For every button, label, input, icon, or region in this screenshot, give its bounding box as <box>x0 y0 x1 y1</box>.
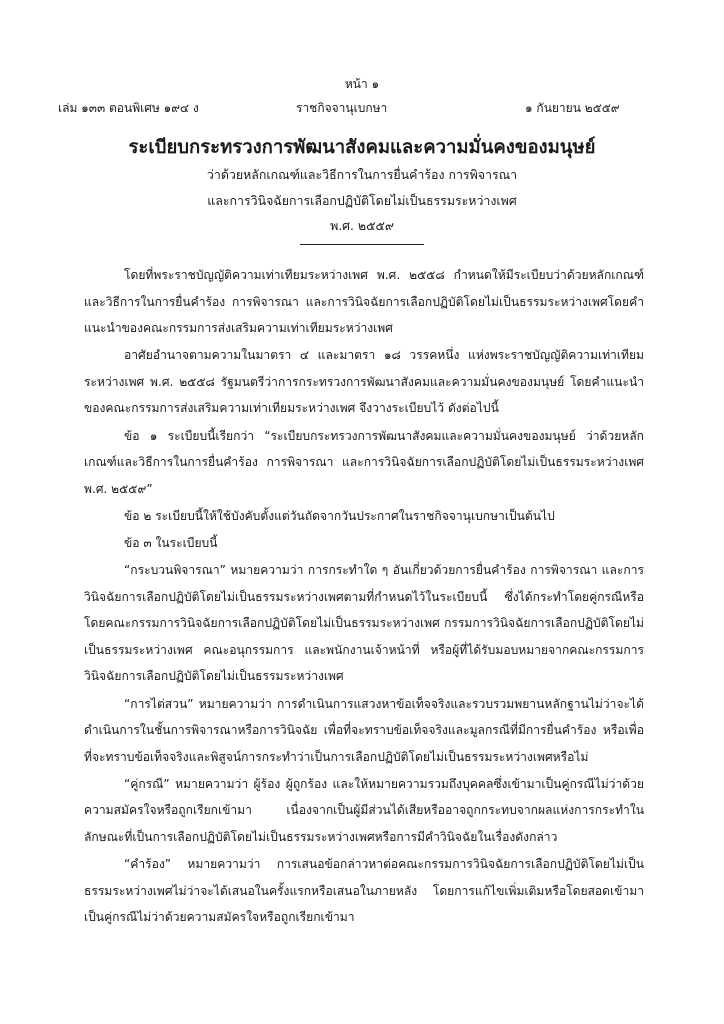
preamble-paragraph: โดยที่พระราชบัญญัติความเท่าเทียมระหว่างเพศ พ.ศ. ๒๕๕๘ กำหนดให้มีระเบียบว่าด้วยหลักเกณฑ์และวิธีการในการยื่นคำร้อง การพิจารณา และการวินิจฉัยการเลือกปฏิบัติโดยไม่เป็นธรรมระหว่างเพศโดยคำแนะนำของคณะกรรมการส่งเสริมความเท่าเทียมระหว่างเพศ <box>84 268 644 336</box>
clause-3: ข้อ ๓ ในระเบียบนี้ <box>124 535 218 550</box>
document-body <box>84 262 644 931</box>
definition-inquiry: “การไต่สวน” หมายความว่า การดำเนินการแสวงหาข้อเท็จจริงและรวบรวมพยานหลักฐานไม่ว่าจะได้ดำเนินการในชั้นการพิจารณาหรือการวินิจฉัย เพื่อที่จะทราบข้อเท็จจริงและมูลกรณีที่มีการยื่นคำร้อง หรือเพื่อที่จะทราบข้อเท็จจริงและพิสูจน์การกระทำว่าเป็นการเลือกปฏิบัติโดยไม่เป็นธรรมระหว่างเพศหรือไม่ <box>84 696 644 764</box>
clause-2: ข้อ ๒ ระเบียบนี้ให้ใช้บังคับตั้งแต่วันถัดจากวันประกาศในราชกิจจานุเบกษาเป็นต้นไป <box>124 508 555 523</box>
document-title: ระเบียบกระทรวงการพัฒนาสังคมและความมั่นคงของมนุษย์ <box>128 137 596 158</box>
definition-proceedings: “กระบวนพิจารณา” หมายความว่า การกระทำใด ๆ อันเกี่ยวด้วยการยื่นคำร้อง การพิจารณา และการวินิจฉัยการเลือกปฏิบัติโดยไม่เป็นธรรมระหว่างเพศตามที่กำหนดไว้ในระเบียบนี้ ซึ่งได้กระทำโดยคู่กรณีหรือโดยคณะกรรมการวินิจฉัยการเลือกปฏิบัติโดยไม่เป็นธรรมระหว่างเพศ กรรมการวินิจฉัยการเลือกปฏิบัติโดยไม่เป็นธรรมระหว่างเพศ คณะอนุกรรมการ และพนักงานเจ้าหน้าที่ หรือผู้ที่ได้รับมอบหมายจากคณะกรรมการวินิจฉัยการเลือกปฏิบัติโดยไม่เป็นธรรมระหว่างเพศ <box>84 563 644 684</box>
authority-paragraph: อาศัยอำนาจตามความในมาตรา ๔ และมาตรา ๑๘ วรรคหนึ่ง แห่งพระราชบัญญัติความเท่าเทียมระหว่างเพศ พ.ศ. ๒๕๕๘ รัฐมนตรีว่าการกระทรวงการพัฒนาสังคมและความมั่นคงของมนุษย์ โดยคำแนะนำของคณะกรรมการส่งเสริมความเท่าเทียมระหว่างเพศ จึงวางระเบียบไว้ ดังต่อไปนี้ <box>84 348 644 416</box>
title-divider <box>300 244 424 245</box>
header-date: ๑ กันยายน ๒๕๕๙ <box>525 101 620 115</box>
document-year: พ.ศ. ๒๕๕๙ <box>330 218 394 233</box>
clause-1: ข้อ ๑ ระเบียบนี้เรียกว่า “ระเบียบกระทรวงการพัฒนาสังคมและความมั่นคงของมนุษย์ ว่าด้วยหลักเกณฑ์และวิธีการในการยื่นคำร้อง การพิจารณา และการวินิจฉัยการเลือกปฏิบัติโดยไม่เป็นธรรมระหว่างเพศ พ.ศ. ๒๕๕๙” <box>84 428 644 496</box>
definition-parties: “คู่กรณี” หมายความว่า ผู้ร้อง ผู้ถูกร้อง และให้หมายความรวมถึงบุคคลซึ่งเข้ามาเป็นคู่กรณีไม่ว่าด้วยความสมัครใจหรือถูกเรียกเข้ามา เนื่องจากเป็นผู้มีส่วนได้เสียหรืออาจถูกกระทบจากผลแห่งการกระทำในลักษณะที่เป็นการเลือกปฏิบัติโดยไม่เป็นธรรมระหว่างเพศหรือการมีคำวินิจฉัยในเรื่องดังกล่าว <box>84 776 644 844</box>
page-number: หน้า ๑ <box>344 77 380 91</box>
header-volume: เล่ม ๑๓๓ ตอนพิเศษ ๑๙๔ ง <box>58 101 199 115</box>
header-gazette-name: ราชกิจจานุเบกษา <box>296 101 388 115</box>
document-subtitle-2: และการวินิจฉัยการเลือกปฏิบัติโดยไม่เป็นธรรมระหว่างเพศ <box>207 193 517 208</box>
document-subtitle-1: ว่าด้วยหลักเกณฑ์และวิธีการในการยื่นคำร้อง การพิจารณา <box>206 167 518 182</box>
definition-petition: “คำร้อง” หมายความว่า การเสนอข้อกล่าวหาต่อคณะกรรมการวินิจฉัยการเลือกปฏิบัติโดยไม่เป็นธรรมระหว่างเพศไม่ว่าจะได้เสนอในครั้งแรกหรือเสนอในภายหลัง โดยการแก้ไขเพิ่มเติมหรือโดยสอดเข้ามาเป็นคู่กรณีไม่ว่าด้วยความสมัครใจหรือถูกเรียกเข้ามา <box>84 857 644 925</box>
